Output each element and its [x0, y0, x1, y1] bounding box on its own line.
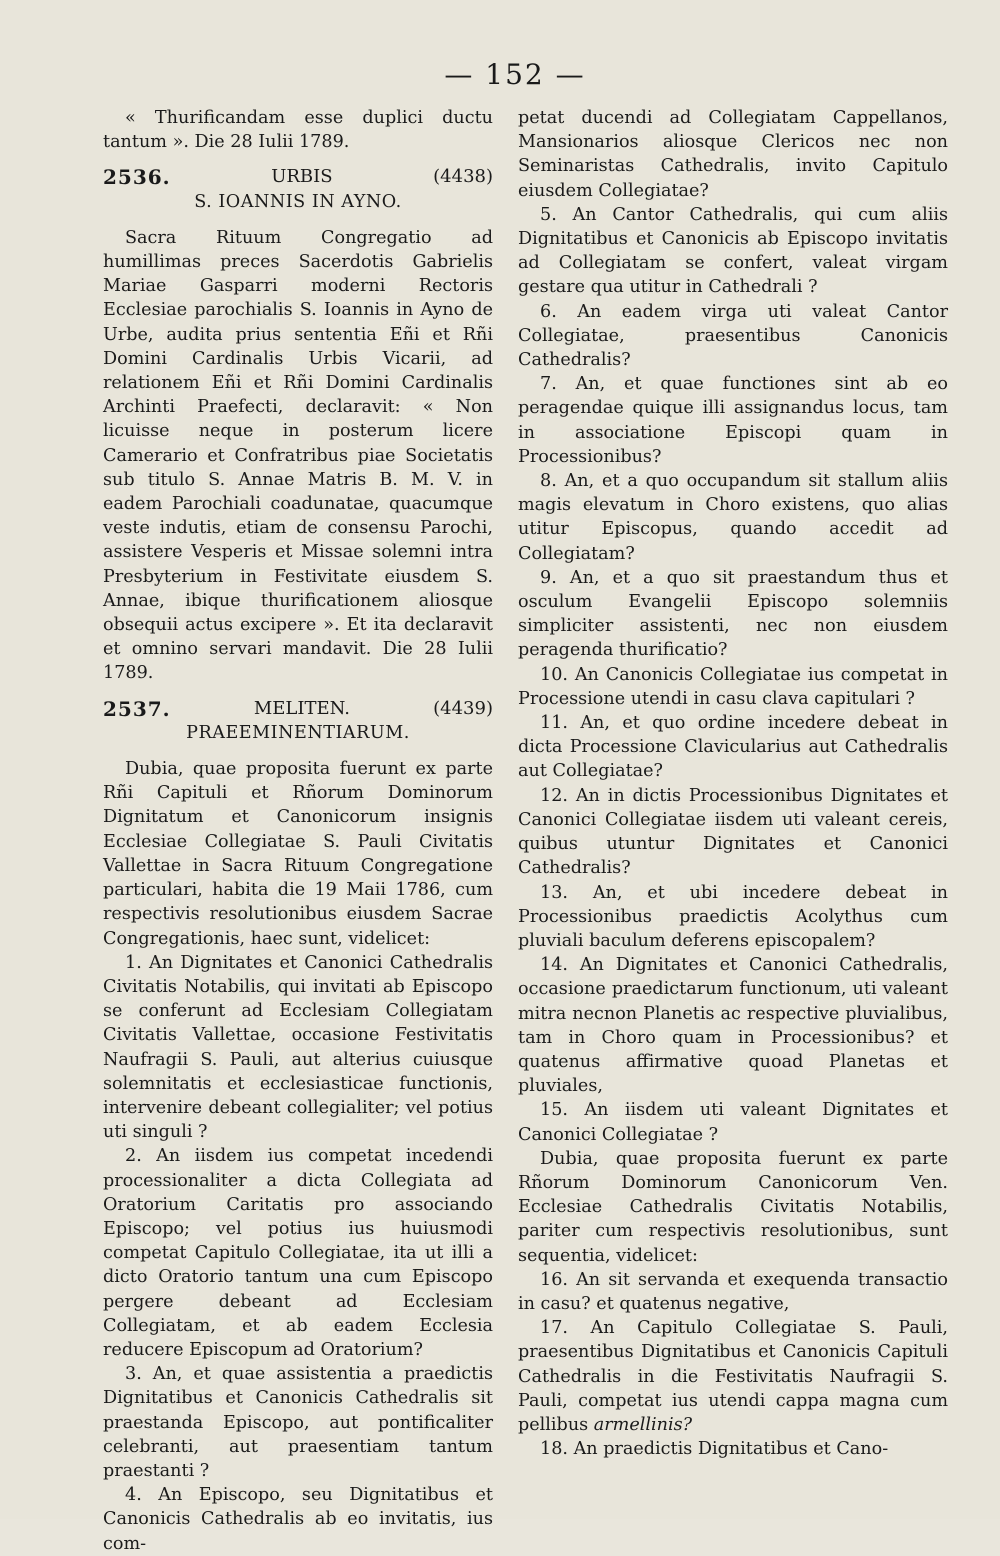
question-8: 8. An, et a quo occupandum sit stallum aliis magis elevatum in Choro existens, quo alias utitur Episcopus, quando accedit ad Collegiatam? [518, 471, 948, 564]
question-14: 14. An Dignitates et Canonici Cathedralis, occasione praedictarum functionum, uti valeant mitra necnon Planetis ac respective pluvialibus, tam in Choro quam in Processionibus? et quatenus affirmative quoad Planetas et pluviales, [518, 955, 948, 1097]
question-18: 18. An praedictis Dignitatibus et Cano- [540, 1439, 889, 1460]
question-3: 3. An, et quae assistentia a praedictis Dignitatibus et Canonicis Cathedralis sit praestanda Episcopo, aut pontificaliter celebranti, aut praesentiam tantum praestanti ? [103, 1364, 493, 1481]
entry-number: 2536. [103, 165, 171, 190]
question-13: 13. An, et ubi incedere debeat in Processionibus praedictis Acolythus cum pluviali baculum deferens episcopalem? [518, 882, 948, 951]
question-12: 12. An in dictis Processionibus Dignitates et Canonici Collegiatae iisdem uti valeant cereis, quibus utuntur Dignitates et Canonici Cathedralis? [518, 785, 948, 879]
entry-2536-title: S. IOANNIS IN AYNO. [194, 191, 402, 212]
entry-2537-title: PRAEEMINENTIARUM. [186, 722, 410, 743]
dubia-second-intro: Dubia, quae proposita fuerunt ex parte Rñorum Dominorum Canonicorum Ven. Ecclesiae Cathedralis Civitatis Notabilis, pariter cum respectivis resolutionibus, sunt sequentia, videlicet: [518, 1148, 948, 1266]
left-column [103, 106, 493, 1556]
right-column [518, 106, 948, 1461]
entry-ref: (4438) [433, 166, 493, 188]
entry-place: URBIS [271, 166, 333, 188]
question-9: 9. An, et a quo sit praestandum thus et osculum Evangelii Episcopo solemniis simpliciter assistenti, nec non eiusdem peragenda thurificatio? [518, 567, 948, 661]
page-number: — 152 — [444, 58, 586, 91]
entry-place: MELITEN. [253, 697, 350, 719]
question-11: 11. An, et quo ordine incedere debeat in dicta Processione Clavicularius aut Cathedralis aut Collegiatae? [518, 713, 948, 782]
entry-2536-text: Sacra Rituum Congregatio ad humillimas preces Sacerdotis Gabrielis Mariae Gasparri moderni Rectoris Ecclesiae parochialis S. Ioannis in Ayno de Urbe, audita prius sententia Eñi et Rñi Domini Cardinalis Urbis Vicarii, ad relationem Eñi et Rñi Domini Cardinalis Archinti Praefecti, declaravit: « Non licuisse neque in posterum licere Camerario et Confratribus piae Societatis sub titulo S. Annae Matris B. M. V. in eadem Parochiali coadunatae, quacumque veste indutis, etiam de consensu Parochi, assistere Vesperis et Missae solemni intra Presbyterium in Festivitate eiusdem S. Annae, ibique thurificationem aliosque obsequii actus excipere ». Et ita declaravit et omnino servari mandavit. Die 28 Iulii 1789. [103, 227, 493, 684]
entry-2536-header [103, 165, 493, 189]
question-1: 1. An Dignitates et Canonici Cathedralis Civitatis Notabilis, qui invitati ab Episcopo se conferunt ad Ecclesiam Collegiatam Civitatis Vallettae, occasione Festivitatis Naufragii S. Pauli, aut alterius cuiusque solemnitatis et ecclesiasticae functionis, intervenire debeant collegialiter; vel potius uti singuli ? [103, 952, 493, 1143]
question-17-text: 17. An Capitulo Collegiatae S. Pauli, praesentibus Dignitatibus et Canonicis Capituli Cathedralis in die Festivitatis Naufragii S. Pauli, competat ius utendi cappa magna cum pellibus [518, 1318, 948, 1435]
entry-ref: (4439) [433, 697, 493, 719]
question-2: 2. An iisdem ius competat incedendi processionaliter a dicta Collegiata ad Oratorium Caritatis pro associando Episcopo; vel potius ius huiusmodi competat Capitulo Collegiatae, ita ut illi a dicto Oratorio tantum una cum Episcopo pergere debeant ad Ecclesiam Collegiatam, et ab eadem Ecclesia reducere Episcopum ad Oratorium? [103, 1146, 493, 1360]
question-17-italic: armellinis? [593, 1414, 693, 1435]
question-17 [518, 1316, 948, 1437]
entry-2537-header [103, 697, 493, 721]
question-6: 6. An eadem virga uti valeat Cantor Collegiatae, praesentibus Canonicis Cathedralis? [518, 301, 948, 371]
question-10: 10. An Canonicis Collegiatae ius competat in Processione utendi in casu clava capitulari ? [518, 664, 948, 709]
question-4-end: petat ducendi ad Collegiatam Cappellanos, Mansionarios aliosque Clericos nec non Seminaristas Cathedralis, invito Capitulo eiusdem Collegiatae? [518, 108, 948, 201]
question-5: 5. An Cantor Cathedralis, qui cum aliis Dignitatibus et Canonicis ab Episcopo invitatis ad Collegiatam se confert, valeat virgam gestare qua utitur in Cathedrali ? [518, 204, 948, 298]
question-4-start: 4. An Episcopo, seu Dignitatibus et Canonicis Cathedralis ab eo invitatis, ius com- [103, 1485, 493, 1554]
opening-paragraph: « Thurificandam esse duplici ductu tantum ». Die 28 Iulii 1789. [103, 108, 493, 153]
entry-2537-intro: Dubia, quae proposita fuerunt ex parte Rñi Capituli et Rñorum Dominorum Dignitatum et Canonicorum insignis Ecclesiae Collegiatae S. Pauli Civitatis Vallettae in Sacra Rituum Congregatione particulari, habita die 19 Maii 1786, cum respectivis resolutionibus eiusdem Sacrae Congregationis, haec sunt, videlicet: [103, 759, 493, 949]
question-15: 15. An iisdem uti valeant Dignitates et Canonici Collegiatae ? [518, 1100, 948, 1145]
entry-number: 2537. [103, 696, 171, 721]
question-16: 16. An sit servanda et exequenda transactio in casu? et quatenus negative, [518, 1269, 948, 1314]
question-7: 7. An, et quae functiones sint ab eo peragendae quique illi assignandus locus, tam in associatione Episcopi quam in Processionibus? [518, 374, 948, 467]
